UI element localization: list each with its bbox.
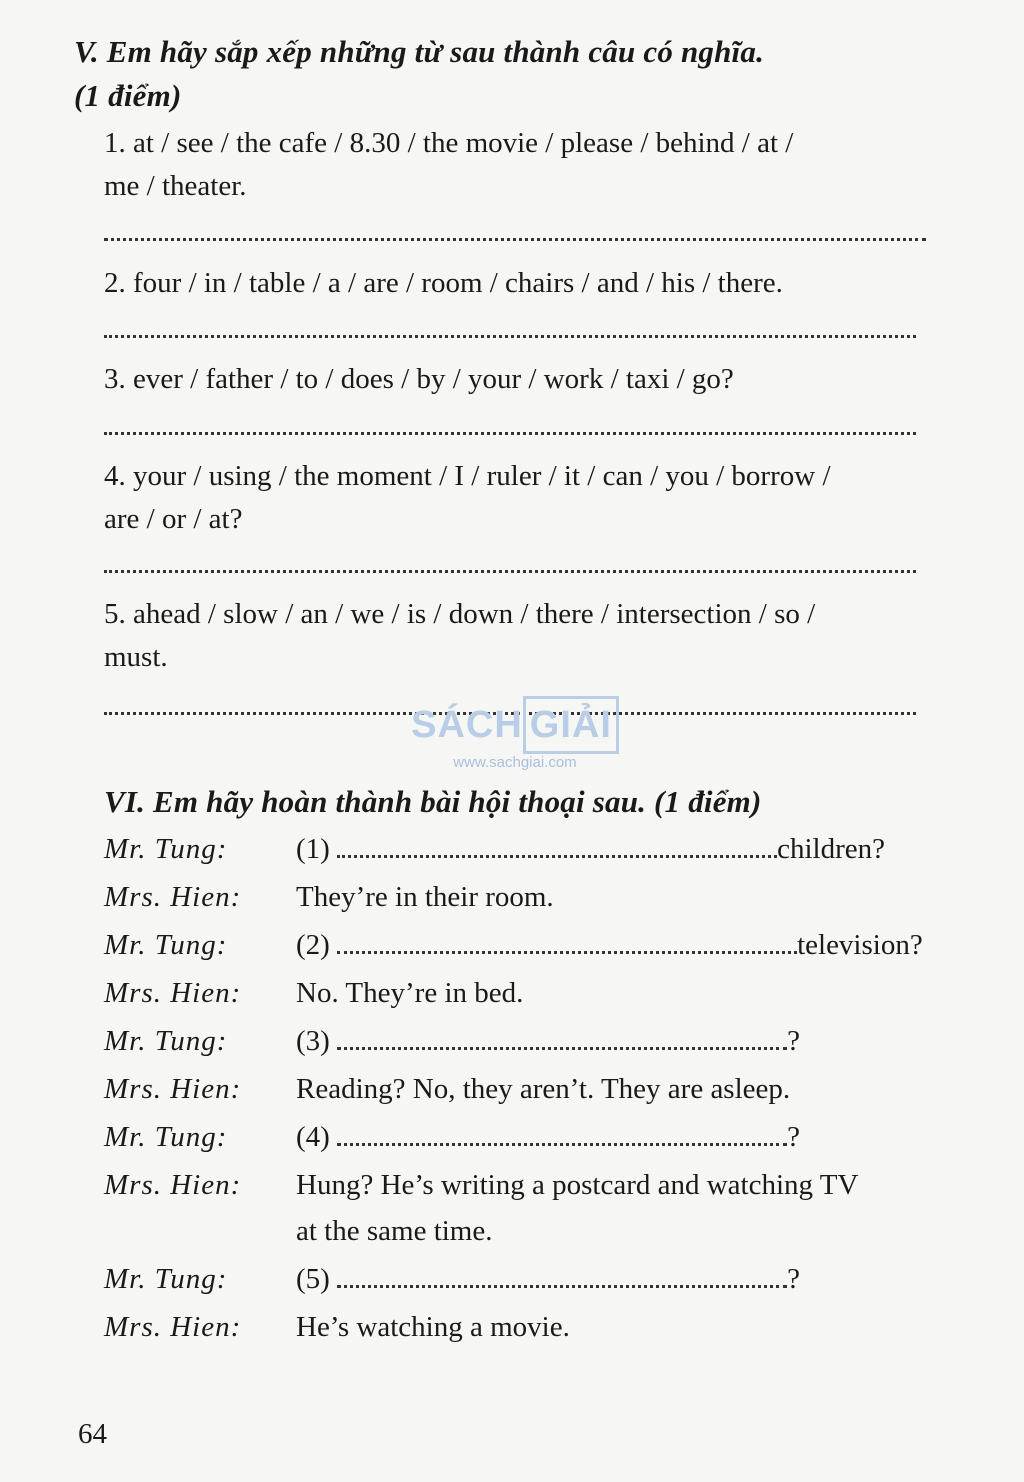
section-5-title-line1: V. Em hãy sắp xếp những từ sau thành câu có nghĩa. (74, 34, 765, 69)
fill-blank[interactable] (337, 931, 797, 954)
blank-number: (3) (296, 1025, 330, 1057)
speaker: Mr. Tung: (104, 1025, 228, 1057)
watermark-brand: SÁCH (411, 704, 523, 746)
dialogue-blank-2 (296, 922, 986, 968)
speaker: Mrs. Hien: (104, 1073, 242, 1105)
question-1 (104, 122, 984, 208)
page-number: 64 (78, 1418, 107, 1450)
blank-number: (1) (296, 833, 330, 865)
question-2-line1: 2. four / in / table / a / are / room / chairs / and / his / there. (104, 267, 783, 299)
blank-tail: children? (777, 833, 885, 865)
dialogue-text: No. They’re in bed. (296, 977, 524, 1009)
section-5-title-line2: (1 điểm) (74, 78, 182, 113)
blank-tail: ? (787, 1121, 800, 1153)
watermark (410, 690, 620, 771)
fill-blank[interactable] (337, 1123, 787, 1146)
speaker: Mrs. Hien: (104, 977, 242, 1009)
speaker: Mr. Tung: (104, 1263, 228, 1295)
answer-line-2[interactable] (104, 335, 916, 338)
dialogue-blank-3 (296, 1018, 986, 1064)
dialogue-text-line2: at the same time. (296, 1215, 493, 1247)
blank-number: (5) (296, 1263, 330, 1295)
watermark-logo (410, 690, 620, 760)
question-4-line1: 4. your / using / the moment / I / ruler / it / can / you / borrow / (104, 460, 831, 492)
dialogue-blank-1 (296, 826, 986, 872)
speaker: Mr. Tung: (104, 833, 228, 865)
blank-tail: ? (787, 1025, 800, 1057)
dialogue-blank-4 (296, 1114, 986, 1160)
question-1-line1: 1. at / see / the cafe / 8.30 / the movie / please / behind / at / (104, 127, 794, 159)
question-5-line2: must. (104, 641, 168, 673)
blank-number: (2) (296, 929, 330, 961)
answer-line-1[interactable] (104, 238, 926, 241)
answer-line-4[interactable] (104, 570, 916, 573)
speaker: Mr. Tung: (104, 1121, 228, 1153)
dialogue-text: They’re in their room. (296, 881, 554, 913)
fill-blank[interactable] (337, 835, 777, 858)
speaker: Mrs. Hien: (104, 881, 242, 913)
question-5 (104, 593, 984, 679)
question-1-line2: me / theater. (104, 170, 247, 202)
blank-tail: television? (797, 929, 923, 961)
blank-tail: ? (787, 1263, 800, 1295)
speaker: Mrs. Hien: (104, 1169, 242, 1201)
question-2 (104, 262, 984, 305)
question-4 (104, 455, 984, 541)
dialogue-text: Reading? No, they aren’t. They are asleep. (296, 1073, 791, 1105)
question-5-line1: 5. ahead / slow / an / we / is / down / there / intersection / so / (104, 598, 816, 630)
dialogue-text: He’s watching a movie. (296, 1311, 570, 1343)
question-4-line2: are / or / at? (104, 503, 243, 535)
section-5-title (74, 30, 994, 118)
blank-number: (4) (296, 1121, 330, 1153)
fill-blank[interactable] (337, 1265, 787, 1288)
section-6-title: VI. Em hãy hoàn thành bài hội thoại sau. (1 điểm) (104, 784, 762, 819)
speaker: Mr. Tung: (104, 929, 228, 961)
question-3-line1: 3. ever / father / to / does / by / your / work / taxi / go? (104, 363, 734, 395)
dialogue-text-line1: Hung? He’s writing a postcard and watching TV (296, 1169, 859, 1201)
dialogue-text (296, 1162, 986, 1254)
dialogue-blank-5 (296, 1256, 986, 1302)
watermark-url: www.sachgiai.com (453, 754, 577, 771)
speaker: Mrs. Hien: (104, 1311, 242, 1343)
watermark-brand-box: GIẢI (523, 696, 619, 754)
question-3 (104, 358, 984, 401)
fill-blank[interactable] (337, 1027, 787, 1050)
answer-line-3[interactable] (104, 432, 916, 435)
